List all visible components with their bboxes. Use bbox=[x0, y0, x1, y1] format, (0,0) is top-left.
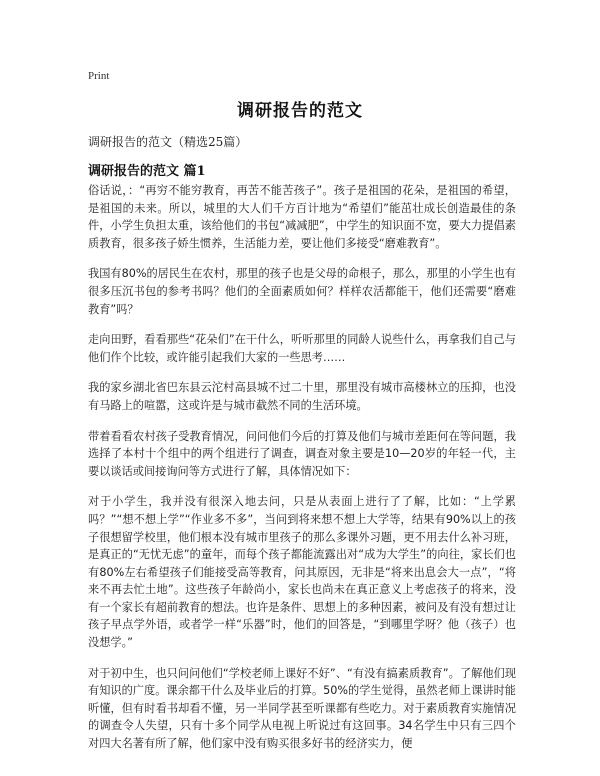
paragraph: 俗话说，：“再穷不能穷教育，再苦不能苦孩子”。孩子是祖国的花朵，是祖国的希望，是祖国的未来。所以，城里的大人们千方百计地为“希望们”能茁壮成长创造最佳的条件，小学生负担太重，该给他们的书包“减减肥”，中学生的知识面不宽，要大力提倡素质教育，很多孩子娇生惯养，生活能力差，要让他们多接受“磨难教育”。 bbox=[88, 184, 516, 250]
paragraph: 我国有80%的居民生在农村，那里的孩子也是父母的命根子，那么，那里的小学生也有很多压沉书包的参考书吗？他们的全面素质如何？样样农活都能干，他们还需要“磨难教育”吗？ bbox=[88, 267, 516, 316]
section-heading: 调研报告的范文 篇1 bbox=[88, 164, 206, 179]
paragraph: 带着看看农村孩子受教育情况，问问他们今后的打算及他们与城市差距何在等问题，我选择了本村十个组中的两个组进行了调查，调查对象主要是10—20岁的年轻一代，主要以谈话或间接询问等方式进行了解，具体情况如下： bbox=[88, 429, 516, 478]
document-subtitle: 调研报告的范文（精选25篇） bbox=[88, 135, 248, 149]
print-link[interactable]: Print bbox=[88, 70, 110, 82]
paragraph: 对于小学生，我并没有很深入地去问，只是从表面上进行了了解，比如：“上学累吗？”“想不想上学”“作业多不多”，当问到将来想不想上大学等，结果有90%以上的孩子很想留学校里，他们根本没有城市里孩子的那么多课外习题，更不用去什么补习班，是真正的“无忧无虑”的童年，而每个孩子都能流露出对“成为大学生”的向往，家长们也有80%左右希望孩子们能接受高等教育，问其原因，无非是“将来出息会大一点”，“将来不再去忙土地”。这些孩子年龄尚小，家长也尚未在真正意义上考虑孩子的将来，没有一个家长有超前教育的想法。也许是条件、思想上的多种因素，被问及有没有想过让孩子早点学外语，或者学一样“乐器”时，他们的回答是，“到哪里学呀？他（孩子）也没想学。” bbox=[88, 495, 516, 650]
paragraph: 对于初中生，也只问问他们“学校老师上课好不好”、“有没有搞素质教育”。了解他们现有知识的广度。课余都干什么及毕业后的打算。50%的学生觉得，虽然老师上课讲时能听懂，但有时看书却看不懂，另一半同学甚至听课都有些吃力。对于素质教育实施情况的调查令人失望，只有十多个同学从电视上听说过有这回事。34名学生中只有三四个对四大名著有所了解，他们家中没有购买很多好书的经济实力，便 bbox=[88, 666, 516, 751]
paragraph: 走向田野，看看那些“花朵们”在干什么，听听那里的同龄人说些什么，再拿我们自己与他们作个比较，或许能引起我们大家的一些思考…… bbox=[88, 333, 516, 364]
document-title: 调研报告的范文 bbox=[237, 101, 363, 121]
article-body bbox=[88, 182, 516, 766]
paragraph: 我的家乡湖北省巴东县云沱村高县城不过二十里，那里没有城市高楼林立的压抑，也没有马路上的喧嚣，这或许是与城市截然不同的生活环境。 bbox=[88, 381, 516, 412]
